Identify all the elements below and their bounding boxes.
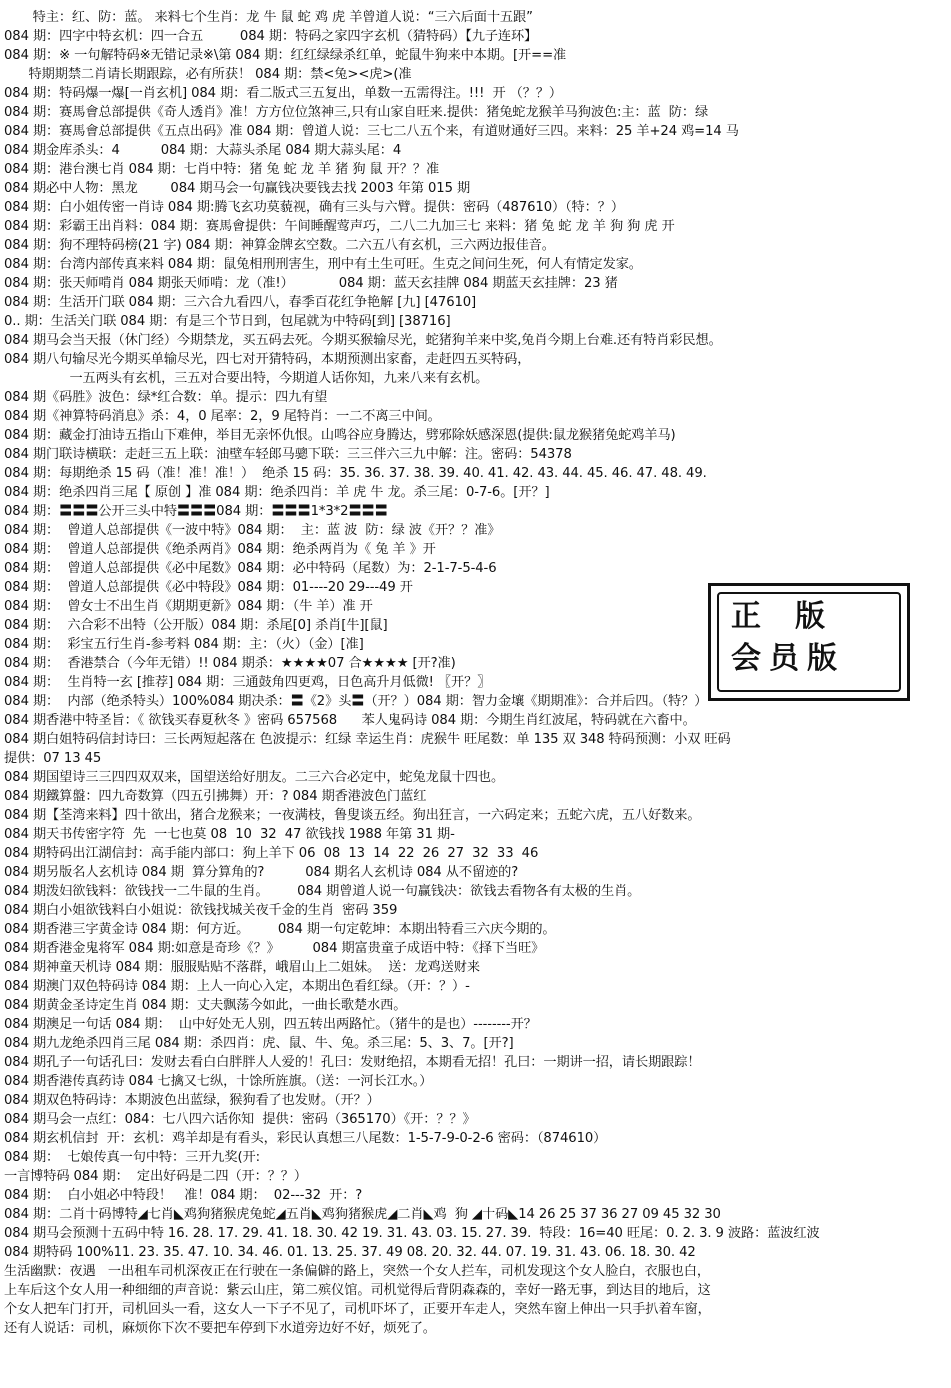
text-line: 084 期马会当天报（休门经）今期禁龙，买五码去死。今期买猴输尽光，蛇猪狗羊来中奖,兔肖今期上台难.还有特肖彩民想。 [4,333,722,348]
text-line: 084 期《神算特码消息》杀：4，0 尾率：2，9 尾特肖：一二不离三中间。 [4,409,441,424]
text-line: 084 期澳门双色特码诗 084 期：上人一向心入定，本期出色看红绿。（开：？）- [4,979,470,994]
text-line: 084 期八句输尽光今期买单输尽光，四七对开猜特码，本期预测出家畜，走赶四五买特码， [4,352,531,367]
text-line: 084 期：绝杀四肖三尾【 原创 】准 084 期：绝杀四肖：羊 虎 牛 龙。杀三尾：0-7-6。[开？] [4,485,550,500]
text-line: 084 期天书传密字符 先 一七也莫 08 10 32 47 欲钱找 1988 年第 31 期- [4,827,455,842]
text-line: 084 期：※ 一句解特码※无错记录※\第 084 期：红红绿绿杀红单，蛇鼠牛狗来中本期。[开==准 [4,48,567,63]
text-line: 084 期：港台澳七肖 084 期：七肖中特：猪 兔 蛇 龙 羊 猪 狗 鼠 开？？准 [4,162,440,177]
text-line: 084 期【荃湾来料】四十欲出，猪合龙猴来；一夜满枝，鲁叟谈五经。狗出狂言，一六码定来；五蛇六虎，五八好数来。 [4,808,701,823]
text-line: 084 期： 曾道人总部提供《必中尾数》084 期：必中特码（尾数）为：2-1-7-5-4-6 [4,561,497,576]
text-line: 084 期九龙绝杀四肖三尾 084 期：杀四肖：虎、鼠、牛、兔。杀三尾：5、3、7。[开?] [4,1036,514,1051]
text-line: 084 期：每期绝杀 15 码（准！准！准！） 绝杀 15 码：35. 36. 37. 38. 39. 40. 41. 42. 43. 44. 45. 46. 47. 48. 49. [4,466,707,481]
stamp-text-line1: 正版 [731,599,859,634]
text-line: 084 期： 香港禁合（今年无错）!! 084 期杀：★★★★07 合★★★★ [开?准) [4,656,456,671]
official-member-edition-stamp [708,583,910,701]
text-line: 084 期门联诗横联：走赶三五上联：油壁车轻郎马骢下联：三三伴六三九中解：注。密码：54378 [4,447,572,462]
text-line: 084 期： 曾道人总部提供《必中特段》084 期：01----20 29---49 开 [4,580,413,595]
text-line: 084 期： 七娘传真一句中特：三开九奖(开: [4,1150,260,1165]
text-line: 084 期孔子一句话孔曰：发财去看白白胖胖人人爱的！孔曰：发财绝招，本期看无招！孔曰：一期讲一招，请长期跟踪！ [4,1055,701,1070]
text-line: 084 期：彩霸王出肖料：084 期：赛馬會提供：午间睡醒莺声巧，二八二九加三七 来料：猪 兔 蛇 龙 羊 狗 狗 虎 开 [4,219,675,234]
text-line: 084 期香港中特圣旨：《 欲钱买春夏秋冬 》密码 657568 苯人鬼码诗 084 期：今期生肖红波尾，特码就在六畜中。 [4,713,696,728]
text-line: 084 期：赛馬會总部提供《奇人透肖》准！方方位位煞神三,只有山家自旺来.提供：猪兔蛇龙猴羊马狗波色:主：蓝 防：绿 [4,105,709,120]
text-line: 084 期：狗不理特码榜(21 字) 084 期：神算金牌玄空数。二六五八有玄机，三六两边报佳音。 [4,238,555,253]
text-line: 084 期《码胜》波色：绿*红合数：单。提示：四九有望 [4,390,328,405]
text-line: 084 期白姐特码信封诗曰：三长两短起落在 色波提示：红绿 幸运生肖：虎猴牛 旺尾数：单 135 双 348 特码预测：小双 旺码 [4,732,731,747]
text-line: 084 期： 六合彩不出特（公开版）084 期：杀尾[0] 杀肖[牛][鼠] [4,618,388,633]
text-line: 084 期黄金圣诗定生肖 084 期：丈夫飘荡今如此，一曲长歌楚水西。 [4,998,407,1013]
text-line: 084 期鐵算盤：四九奇数算（四五引拂舞）开：? 084 期香港波色门蓝红 [4,789,427,804]
text-line: 084 期香港三字黄金诗 084 期：何方近。 084 期一句定乾坤：本期出特看三六庆今期的。 [4,922,556,937]
text-line: 084 期国望诗三三四四双双来，国望送给好朋友。二三六合必定中，蛇兔龙鼠十四也。 [4,770,505,785]
text-line: 084 期： 生肖特一玄 [推荐] 084 期：三通鼓角四更鸡，日色高升月低微! 〖开？〗 [4,675,491,690]
text-line: 084 期：〓〓〓公开三头中特〓〓〓084 期：〓〓〓1*3*2〓〓〓 [4,504,388,519]
text-line: 084 期：四字中特玄机：四一合五 084 期：特码之家四字玄机（猜特码）【九子连环】 [4,29,538,44]
text-line: 084 期白小姐欲钱料白小姐说：欲钱找城关夜千金的生肖 密码 359 [4,903,398,918]
text-line: 084 期泼妇欲钱料：欲钱找一二牛鼠的生肖。 084 期曾道人说一句赢钱决：欲钱去看物各有太极的生肖。 [4,884,641,899]
text-line: 084 期神童天机诗 084 期：服服贴贴不落群，峨眉山上二姐妹。 送：龙鸡送财来 [4,960,480,975]
text-line: 084 期玄机信封 开：玄机：鸡羊却是有看头，彩民认真想三八尾数：1-5-7-9-0-2-6 密码：（874610） [4,1131,607,1146]
text-line: 084 期马会预测十五码中特 16. 28. 17. 29. 41. 18. 30. 42 19. 31. 43. 03. 15. 27. 39. 特段：16=40 旺尾：0. 2. 3. 9 波路：蓝波红波 [4,1226,820,1241]
text-line: 提供：07 13 45 [4,751,102,766]
text-line: 084 期： 白小姐必中特段！ 准！084 期： 02---32 开：? [4,1188,363,1203]
stamp-text-line2: 会员版 [731,641,845,676]
text-line: 084 期双色特码诗：本期波色出蓝绿，猴狗看了也发财。（开？） [4,1093,380,1108]
text-line: 084 期马会一点红：084：七八四六话你知 提供：密码（365170）《开：？？》 [4,1112,476,1127]
text-line: 084 期： 曾道人总部提供《一波中特》084 期： 主：蓝 波 防：绿 波《开？？准》 [4,523,501,538]
text-line: 生活幽默：夜遇 一出租车司机深夜正在行驶在一条偏僻的路上，突然一个女人拦车，司机发现这个女人脸白，衣服也白， [4,1264,710,1279]
text-line: 还有人说话：司机，麻烦你下次不要把车停到下水道旁边好不好，烦死了。 [4,1321,436,1336]
text-line: 084 期：白小姐传密一肖诗 084 期:腾飞玄功莫藐视，确有三头与六臂。提供：密码（487610）（特：？） [4,200,624,215]
text-line: 084 期另版名人玄机诗 084 期 算分算角的? 084 期名人玄机诗 084 从不留迹的? [4,865,519,880]
text-line: 特主：红、防：蓝。 来料七个生肖：龙 牛 鼠 蛇 鸡 虎 羊曾道人说：“三六后面十五跟” [4,10,533,25]
text-line: 084 期： 曾道人总部提供《绝杀两肖》084 期：绝杀两肖为《 兔 羊 》开 [4,542,436,557]
text-line: 084 期澳足一句话 084 期： 山中好处无人别，四五转出两路忙。（猪牛的是也）--------开？ [4,1017,537,1032]
text-line: 一言博特码 084 期： 定出好码是二四（开：？？） [4,1169,307,1184]
text-line: 0.. 期：生活关门联 084 期：有是三个节日到，包尾就为中特码[到] [38716] [4,314,451,329]
text-line: 084 期： 内部（绝杀特头）100%084 期决杀：〓《2》头〓（开？）084 期：智力金壤《期期准》：合并后四。（特？） [4,694,708,709]
text-line: 084 期： 曾女士不出生肖《期期更新》084 期：（牛 羊）准 开 [4,599,373,614]
text-line: 特期期禁二肖请长期跟踪，必有所获！ 084 期：禁<兔><虎>(准 [4,67,412,82]
text-line: 上车后这个女人用一种细细的声音说：紫云山庄，第二殡仪馆。司机觉得后背阴森森的，幸好一路无事，到达目的地后，这 [4,1283,711,1298]
text-line: 084 期香港金鬼将军 084 期:如意是奇珍《？》 084 期富贵童子成语中特：《择下当旺》 [4,941,545,956]
text-line: 一五两头有玄机，三五对合要出特，今期道人话你知，九来八来有玄机。 [4,371,489,386]
text-line: 个女人把车门打开，司机回头一看，这女人一下子不见了，司机吓坏了，正要开车走人，突然车窗上伸出一只手扒着车窗， [4,1302,711,1317]
text-line: 084 期：台湾内部传真来料 084 期：鼠兔相刑刑害生，刑中有土生可旺。生克之间问生死，何人有情定发家。 [4,257,642,272]
text-line: 084 期：二肖十码博特◢七肖◣鸡狗猪猴虎兔蛇◢五肖◣鸡狗猪猴虎◢二肖◣鸡 狗 ◢十码◣14 26 25 37 36 27 09 45 32 30 [4,1207,721,1222]
text-line: 084 期：特码爆一爆[一肖玄机] 084 期：看二版式三五复出，单数一五需得注。!!! 开 （？？） [4,86,563,101]
text-line: 084 期金库杀头：4 084 期：大蒜头杀尾 084 期大蒜头尾：4 [4,143,402,158]
text-line: 084 期：生活开门联 084 期：三六合九看四八，春季百花红争艳解 [九] [47610] [4,295,477,310]
text-line: 084 期： 彩宝五行生肖-参考料 084 期：主：（火）（金）[准] [4,637,364,652]
text-line: 084 期香港传真药诗 084 七擒又七纵，十馀所旌旗。（送：一河长江水。） [4,1074,433,1089]
text-line: 084 期特码出江湖信封：高手能内部口：狗上羊下 06 08 13 14 22 26 27 32 33 46 [4,846,539,861]
text-line: 084 期：张天师啃肖 084 期张天师啃：龙（准!） 084 期：蓝天玄挂牌 084 期蓝天玄挂牌：23 猪 [4,276,618,291]
text-line: 084 期：藏金打油诗五指山下难伸，举目无亲怀仇恨。山鸣谷应身腾达，劈邪除妖感深恩(提供:鼠龙猴猪兔蛇鸡羊马) [4,428,676,443]
text-line: 084 期：赛馬會总部提供《五点出码》准 084 期：曾道人说：三七二八五个来，有道财通好三四。来料：25 羊+24 鸡=14 马 [4,124,739,139]
text-line: 084 期特码 100%11. 23. 35. 47. 10. 34. 46. 01. 13. 25. 37. 49 08. 20. 32. 44. 07. 19. 31. 43. 06. 18. 30. 42 [4,1245,696,1260]
text-line: 084 期必中人物：黑龙 084 期马会一句赢钱决要钱去找 2003 年第 015 期 [4,181,471,196]
